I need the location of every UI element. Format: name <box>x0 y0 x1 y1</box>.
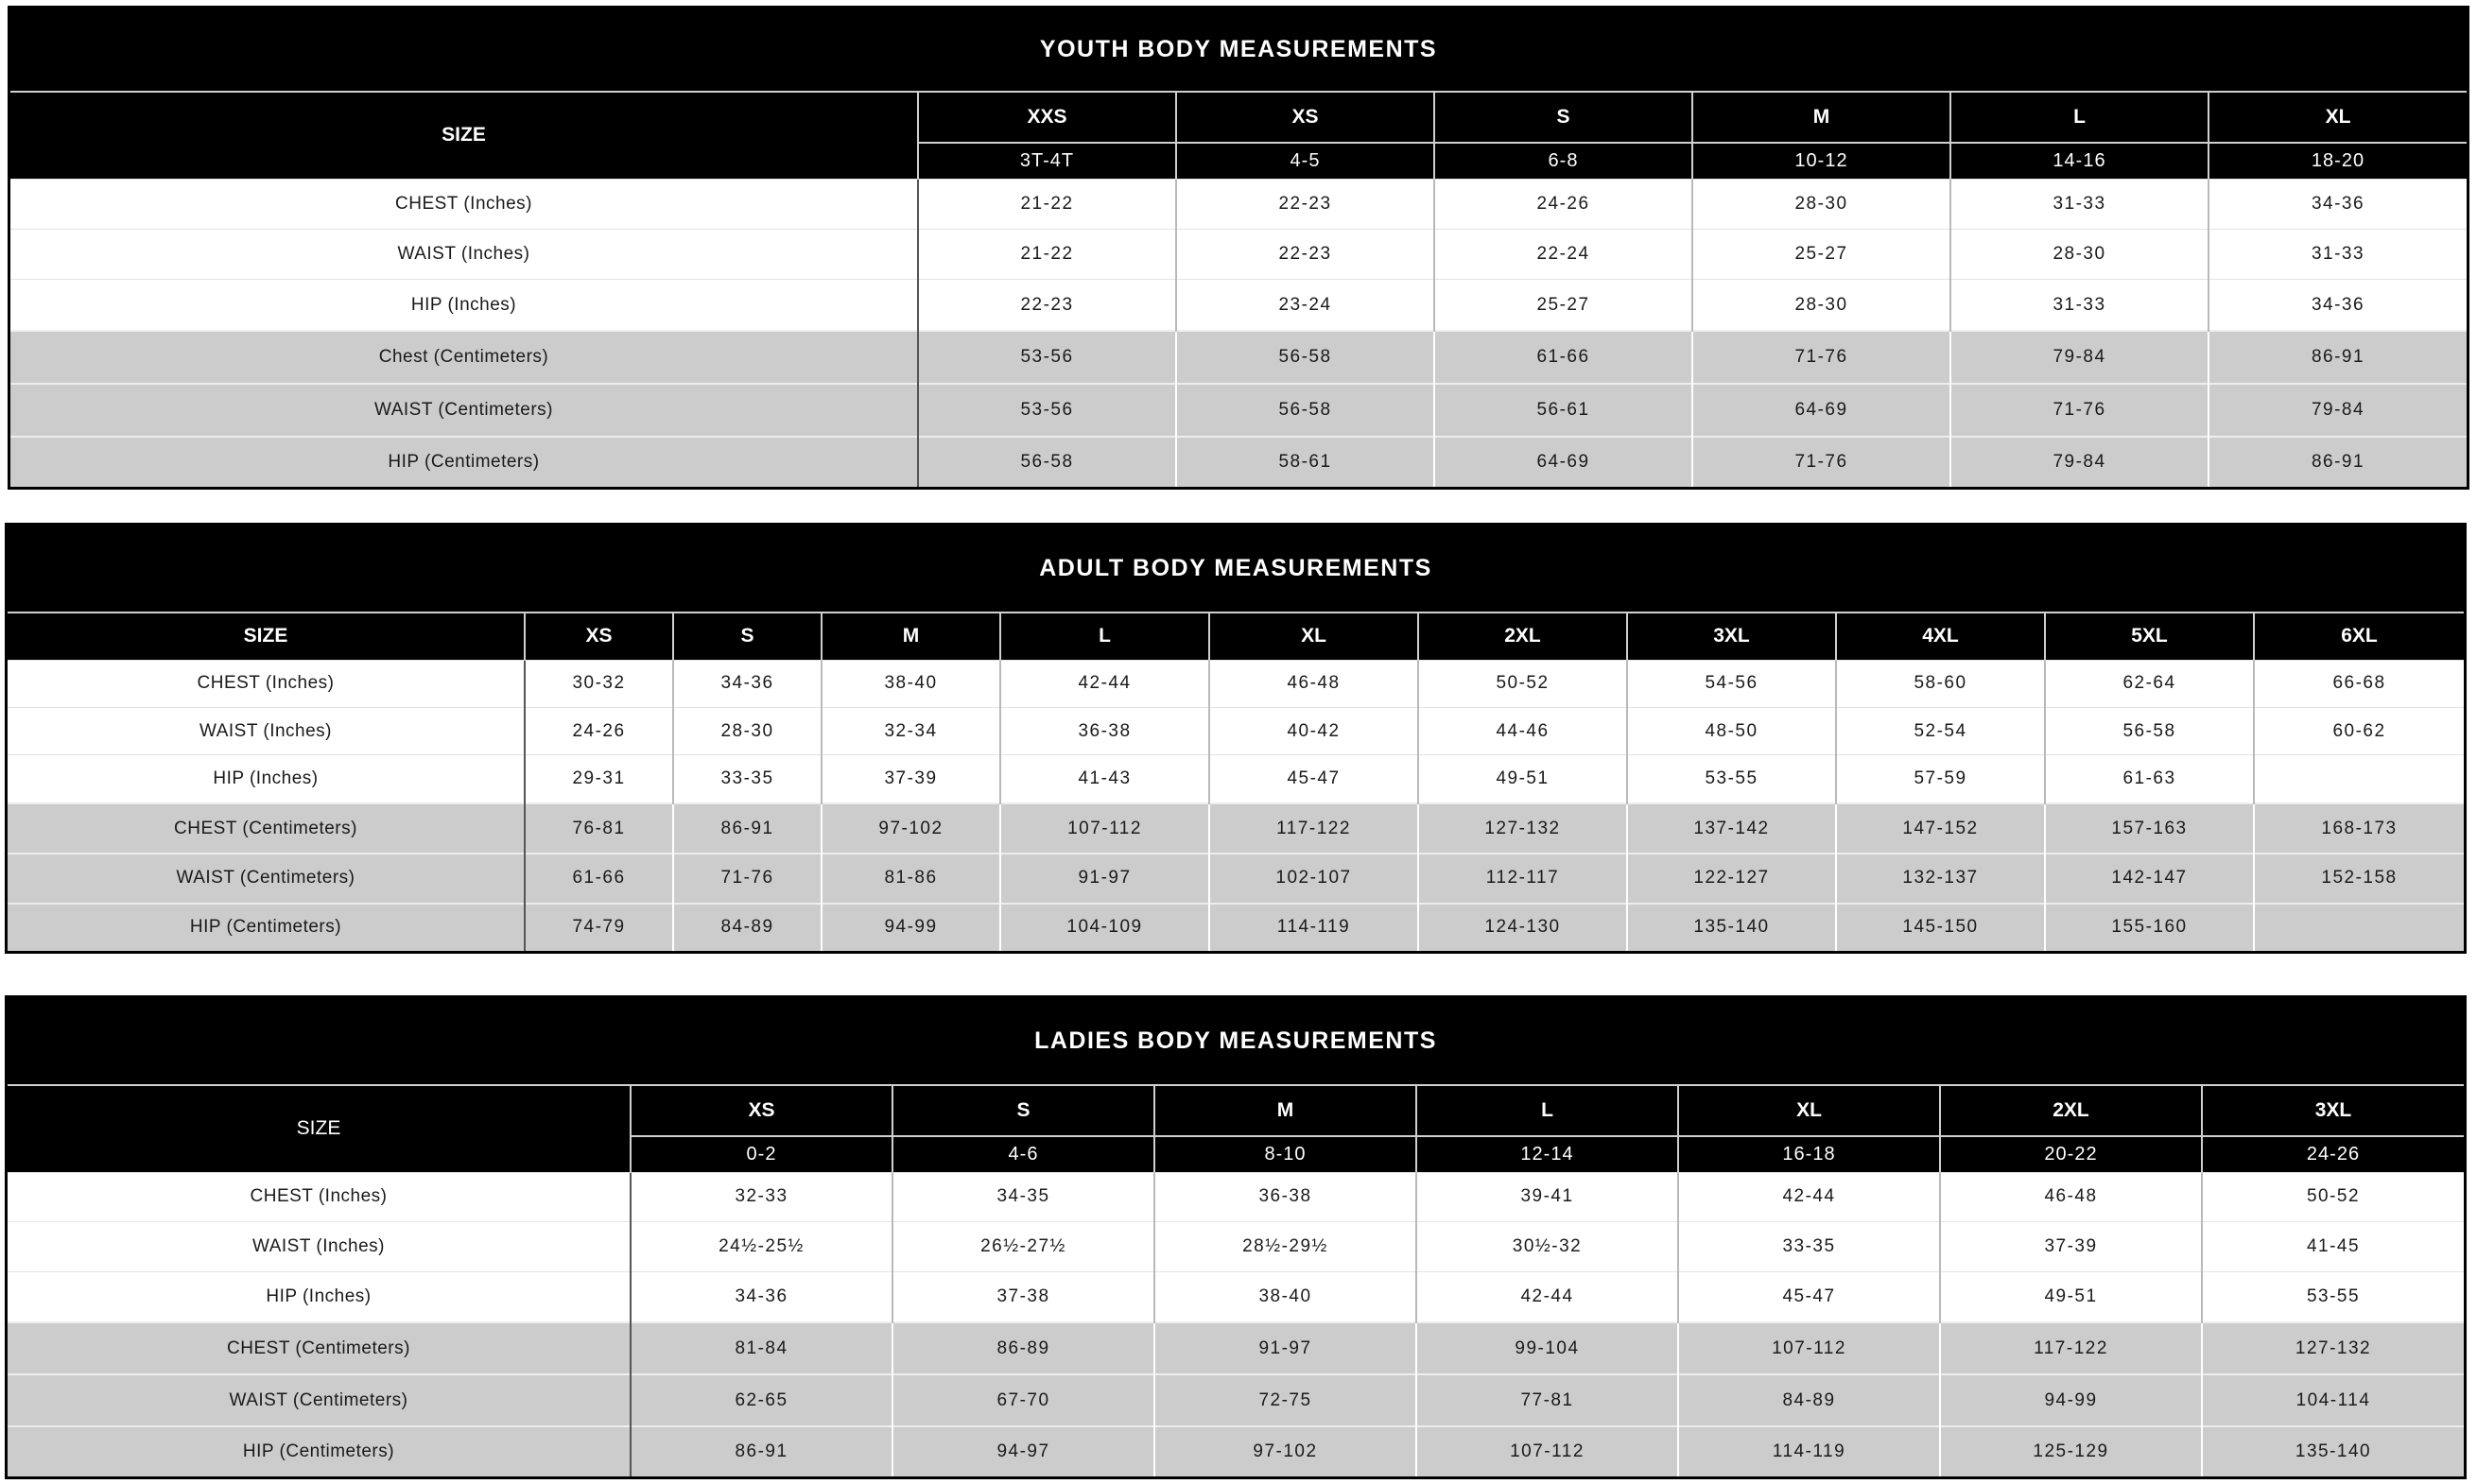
ladies-size-header: M <box>1154 1085 1416 1136</box>
table-cell: 38-40 <box>1154 1271 1416 1322</box>
table-cell: 125-129 <box>1940 1426 2202 1476</box>
adult-size-header: 3XL <box>1627 613 1836 660</box>
table-cell: 86-91 <box>2209 437 2467 487</box>
table-row <box>8 1172 2464 1222</box>
table-row <box>8 707 2464 754</box>
adult-size-header: S <box>673 613 822 660</box>
table-cell: 72-75 <box>1154 1374 1416 1426</box>
table-cell: 31-33 <box>2209 229 2467 279</box>
table-cell: 54-56 <box>1627 660 1836 707</box>
table-cell: 45-47 <box>1678 1271 1940 1322</box>
table-row <box>8 803 2464 854</box>
ladies-size-header: XL <box>1678 1085 1940 1136</box>
table-cell: 97-102 <box>822 803 1000 854</box>
table-cell: 81-84 <box>631 1322 892 1374</box>
table-cell: 40-42 <box>1209 707 1418 754</box>
ladies-size-range: 16-18 <box>1678 1136 1940 1172</box>
table-cell: 28-30 <box>1692 179 1950 229</box>
table-cell: 37-39 <box>822 755 1000 804</box>
table-cell: 34-36 <box>2209 280 2467 332</box>
table-cell: 29-31 <box>525 755 673 804</box>
table-cell: 42-44 <box>1416 1271 1678 1322</box>
table-cell: 64-69 <box>1692 384 1950 437</box>
table-row <box>10 384 2467 437</box>
adult-title: ADULT BODY MEASUREMENTS <box>8 526 2464 613</box>
table-row <box>10 179 2467 229</box>
row-label: CHEST (Inches) <box>10 179 918 229</box>
table-cell: 46-48 <box>1209 660 1418 707</box>
table-cell: 91-97 <box>1000 854 1209 904</box>
table-cell: 36-38 <box>1000 707 1209 754</box>
table-cell: 86-91 <box>673 803 822 854</box>
ladies-size-range: 12-14 <box>1416 1136 1678 1172</box>
table-cell: 114-119 <box>1209 904 1418 951</box>
table-row <box>10 280 2467 332</box>
table-cell: 74-79 <box>525 904 673 951</box>
row-label: CHEST (Inches) <box>8 1172 631 1222</box>
ladies-size-header: 2XL <box>1940 1085 2202 1136</box>
table-cell: 39-41 <box>1416 1172 1678 1222</box>
table-cell: 31-33 <box>1950 280 2209 332</box>
table-row <box>8 755 2464 804</box>
table-row <box>8 904 2464 951</box>
table-cell: 34-36 <box>673 660 822 707</box>
table-cell: 37-38 <box>892 1271 1154 1322</box>
row-label: HIP (Inches) <box>8 755 525 804</box>
table-row <box>8 854 2464 904</box>
table-cell: 104-114 <box>2202 1374 2464 1426</box>
table-cell: 53-55 <box>1627 755 1836 804</box>
table-cell: 62-65 <box>631 1374 892 1426</box>
table-row <box>8 1271 2464 1322</box>
ladies-size-header: XS <box>631 1085 892 1136</box>
table-cell: 56-58 <box>2045 707 2254 754</box>
youth-title: YOUTH BODY MEASUREMENTS <box>10 9 2467 92</box>
table-row <box>10 229 2467 279</box>
table-cell: 28-30 <box>1692 280 1950 332</box>
table-cell: 28-30 <box>673 707 822 754</box>
table-cell: 79-84 <box>2209 384 2467 437</box>
ladies-size-range: 4-6 <box>892 1136 1154 1172</box>
table-cell: 135-140 <box>1627 904 1836 951</box>
table-cell: 142-147 <box>2045 854 2254 904</box>
table-cell: 94-99 <box>822 904 1000 951</box>
table-cell: 77-81 <box>1416 1374 1678 1426</box>
table-cell: 76-81 <box>525 803 673 854</box>
youth-age-range: 14-16 <box>1950 143 2209 179</box>
table-cell: 22-23 <box>1176 179 1434 229</box>
table-cell: 99-104 <box>1416 1322 1678 1374</box>
table-cell: 94-99 <box>1940 1374 2202 1426</box>
table-cell: 81-86 <box>822 854 1000 904</box>
table-cell: 64-69 <box>1434 437 1692 487</box>
adult-size-label: SIZE <box>8 613 525 660</box>
table-cell: 124-130 <box>1418 904 1627 951</box>
table-cell: 21-22 <box>918 179 1176 229</box>
table-cell: 22-24 <box>1434 229 1692 279</box>
table-cell: 26½-27½ <box>892 1222 1154 1272</box>
table-cell: 58-61 <box>1176 437 1434 487</box>
table-cell: 21-22 <box>918 229 1176 279</box>
table-cell: 147-152 <box>1836 803 2045 854</box>
table-cell: 122-127 <box>1627 854 1836 904</box>
table-row <box>10 437 2467 487</box>
table-cell: 157-163 <box>2045 803 2254 854</box>
table-cell: 25-27 <box>1434 280 1692 332</box>
youth-size-header: XL <box>2209 92 2467 143</box>
table-cell: 56-58 <box>1176 384 1434 437</box>
table-cell: 30½-32 <box>1416 1222 1678 1272</box>
youth-size-header: XXS <box>918 92 1176 143</box>
table-cell: 127-132 <box>1418 803 1627 854</box>
adult-size-header: XS <box>525 613 673 660</box>
ladies-size-range: 20-22 <box>1940 1136 2202 1172</box>
youth-size-header: L <box>1950 92 2209 143</box>
table-cell: 84-89 <box>673 904 822 951</box>
ladies-size-range: 8-10 <box>1154 1136 1416 1172</box>
table-cell <box>2254 904 2464 951</box>
table-cell: 34-36 <box>2209 179 2467 229</box>
youth-age-range: 10-12 <box>1692 143 1950 179</box>
table-cell: 107-112 <box>1678 1322 1940 1374</box>
table-cell: 117-122 <box>1940 1322 2202 1374</box>
ladies-size-header: 3XL <box>2202 1085 2464 1136</box>
table-cell: 84-89 <box>1678 1374 1940 1426</box>
youth-size-header: S <box>1434 92 1692 143</box>
table-cell: 45-47 <box>1209 755 1418 804</box>
table-row <box>8 1374 2464 1426</box>
table-cell: 132-137 <box>1836 854 2045 904</box>
table-cell: 50-52 <box>1418 660 1627 707</box>
table-cell: 48-50 <box>1627 707 1836 754</box>
table-row <box>8 660 2464 707</box>
adult-size-header: 6XL <box>2254 613 2464 660</box>
table-cell: 44-46 <box>1418 707 1627 754</box>
table-cell: 22-23 <box>1176 229 1434 279</box>
table-cell: 53-55 <box>2202 1271 2464 1322</box>
table-cell: 71-76 <box>1692 437 1950 487</box>
row-label: Chest (Centimeters) <box>10 331 918 384</box>
row-label: CHEST (Centimeters) <box>8 1322 631 1374</box>
table-cell <box>2254 755 2464 804</box>
table-cell: 66-68 <box>2254 660 2464 707</box>
row-label: WAIST (Inches) <box>8 707 525 754</box>
table-cell: 46-48 <box>1940 1172 2202 1222</box>
youth-size-header: M <box>1692 92 1950 143</box>
table-cell: 127-132 <box>2202 1322 2464 1374</box>
table-cell: 137-142 <box>1627 803 1836 854</box>
table-cell: 38-40 <box>822 660 1000 707</box>
table-cell: 79-84 <box>1950 437 2209 487</box>
table-cell: 94-97 <box>892 1426 1154 1476</box>
adult-size-header: 4XL <box>1836 613 2045 660</box>
row-label: HIP (Centimeters) <box>10 437 918 487</box>
table-cell: 168-173 <box>2254 803 2464 854</box>
table-cell: 32-33 <box>631 1172 892 1222</box>
row-label: WAIST (Inches) <box>8 1222 631 1272</box>
adult-size-header: M <box>822 613 1000 660</box>
table-cell: 86-89 <box>892 1322 1154 1374</box>
youth-age-range: 6-8 <box>1434 143 1692 179</box>
table-cell: 34-36 <box>631 1271 892 1322</box>
ladies-size-range: 24-26 <box>2202 1136 2464 1172</box>
table-cell: 53-56 <box>918 384 1176 437</box>
table-cell: 152-158 <box>2254 854 2464 904</box>
table-cell: 62-64 <box>2045 660 2254 707</box>
table-cell: 24½-25½ <box>631 1222 892 1272</box>
table-cell: 117-122 <box>1209 803 1418 854</box>
table-cell: 56-58 <box>1176 331 1434 384</box>
table-cell: 49-51 <box>1940 1271 2202 1322</box>
table-cell: 145-150 <box>1836 904 2045 951</box>
table-row <box>8 1426 2464 1476</box>
table-cell: 25-27 <box>1692 229 1950 279</box>
youth-age-range: 18-20 <box>2209 143 2467 179</box>
table-cell: 107-112 <box>1000 803 1209 854</box>
table-cell: 155-160 <box>2045 904 2254 951</box>
row-label: WAIST (Centimeters) <box>8 1374 631 1426</box>
table-cell: 31-33 <box>1950 179 2209 229</box>
adult-size-header: 2XL <box>1418 613 1627 660</box>
ladies-size-header: L <box>1416 1085 1678 1136</box>
table-cell: 86-91 <box>631 1426 892 1476</box>
table-cell: 135-140 <box>2202 1426 2464 1476</box>
table-cell: 61-66 <box>525 854 673 904</box>
row-label: HIP (Centimeters) <box>8 1426 631 1476</box>
youth-measurements-chart <box>8 6 2469 490</box>
row-label: CHEST (Inches) <box>8 660 525 707</box>
table-cell: 28½-29½ <box>1154 1222 1416 1272</box>
table-cell: 56-58 <box>918 437 1176 487</box>
table-cell: 97-102 <box>1154 1426 1416 1476</box>
adult-measurements-chart <box>5 523 2467 954</box>
table-cell: 30-32 <box>525 660 673 707</box>
table-cell: 57-59 <box>1836 755 2045 804</box>
table-cell: 61-66 <box>1434 331 1692 384</box>
ladies-table <box>8 998 2464 1476</box>
ladies-size-label: SIZE <box>8 1085 631 1172</box>
row-label: HIP (Centimeters) <box>8 904 525 951</box>
youth-age-range: 4-5 <box>1176 143 1434 179</box>
table-row <box>10 331 2467 384</box>
table-cell: 71-76 <box>1950 384 2209 437</box>
table-cell: 61-63 <box>2045 755 2254 804</box>
table-cell: 34-35 <box>892 1172 1154 1222</box>
table-cell: 37-39 <box>1940 1222 2202 1272</box>
table-cell: 104-109 <box>1000 904 1209 951</box>
table-cell: 58-60 <box>1836 660 2045 707</box>
table-row <box>8 1222 2464 1272</box>
table-cell: 32-34 <box>822 707 1000 754</box>
table-cell: 71-76 <box>673 854 822 904</box>
row-label: WAIST (Inches) <box>10 229 918 279</box>
table-cell: 23-24 <box>1176 280 1434 332</box>
row-label: WAIST (Centimeters) <box>10 384 918 437</box>
row-label: HIP (Inches) <box>10 280 918 332</box>
youth-size-label: SIZE <box>10 92 918 179</box>
table-cell: 79-84 <box>1950 331 2209 384</box>
table-cell: 24-26 <box>525 707 673 754</box>
table-cell: 107-112 <box>1416 1426 1678 1476</box>
row-label: CHEST (Centimeters) <box>8 803 525 854</box>
table-cell: 22-23 <box>918 280 1176 332</box>
table-cell: 50-52 <box>2202 1172 2464 1222</box>
table-cell: 91-97 <box>1154 1322 1416 1374</box>
youth-size-header: XS <box>1176 92 1434 143</box>
table-cell: 112-117 <box>1418 854 1627 904</box>
table-cell: 53-56 <box>918 331 1176 384</box>
adult-size-header: L <box>1000 613 1209 660</box>
table-cell: 71-76 <box>1692 331 1950 384</box>
table-cell: 33-35 <box>1678 1222 1940 1272</box>
ladies-title: LADIES BODY MEASUREMENTS <box>8 998 2464 1085</box>
ladies-measurements-chart <box>5 995 2467 1479</box>
table-cell: 41-43 <box>1000 755 1209 804</box>
table-cell: 42-44 <box>1678 1172 1940 1222</box>
table-cell: 33-35 <box>673 755 822 804</box>
table-cell: 28-30 <box>1950 229 2209 279</box>
table-cell: 49-51 <box>1418 755 1627 804</box>
youth-age-range: 3T-4T <box>918 143 1176 179</box>
table-cell: 114-119 <box>1678 1426 1940 1476</box>
adult-size-header: 5XL <box>2045 613 2254 660</box>
table-cell: 52-54 <box>1836 707 2045 754</box>
row-label: WAIST (Centimeters) <box>8 854 525 904</box>
table-cell: 60-62 <box>2254 707 2464 754</box>
table-cell: 42-44 <box>1000 660 1209 707</box>
table-cell: 24-26 <box>1434 179 1692 229</box>
table-cell: 41-45 <box>2202 1222 2464 1272</box>
table-cell: 56-61 <box>1434 384 1692 437</box>
table-cell: 36-38 <box>1154 1172 1416 1222</box>
table-row <box>8 1322 2464 1374</box>
adult-size-header: XL <box>1209 613 1418 660</box>
youth-table <box>10 9 2467 487</box>
adult-table <box>8 526 2464 951</box>
table-cell: 102-107 <box>1209 854 1418 904</box>
table-cell: 86-91 <box>2209 331 2467 384</box>
ladies-size-range: 0-2 <box>631 1136 892 1172</box>
table-cell: 67-70 <box>892 1374 1154 1426</box>
row-label: HIP (Inches) <box>8 1271 631 1322</box>
ladies-size-header: S <box>892 1085 1154 1136</box>
